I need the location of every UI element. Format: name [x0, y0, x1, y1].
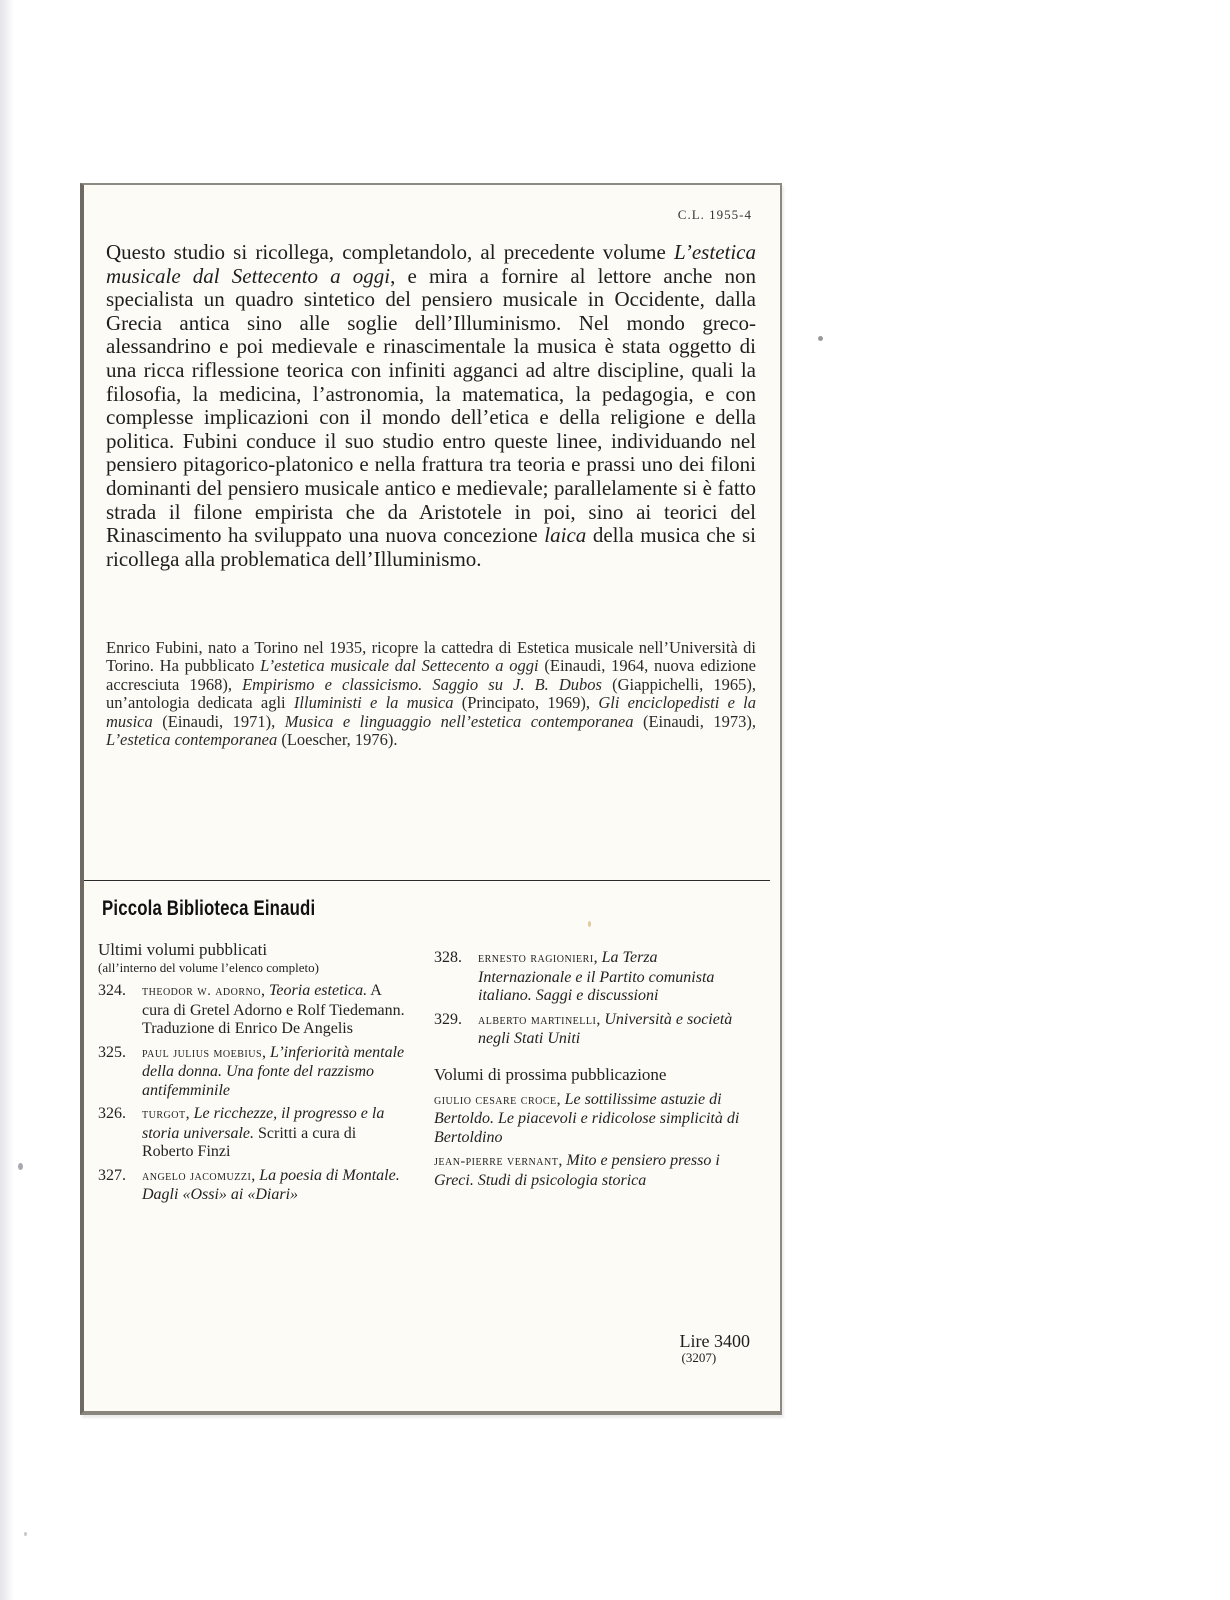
bio-book-4: Gli enciclopedisti e la musica [106, 693, 756, 731]
volume-number: 329. [434, 1010, 462, 1028]
upcoming-title: Le sottilissime astuzie di Bertoldo. Le piacevoli e ridicolose simplicità di Bertoldino [434, 1090, 740, 1146]
volume-note: A cura di Gretel Adorno e Rolf Tiedemann. Traduzione di Enrico De Angelis [142, 982, 405, 1037]
upcoming-author: giulio cesare croce [434, 1092, 557, 1108]
volume-text [142, 982, 408, 1039]
price-block [680, 1331, 750, 1365]
blurb-paragraph [106, 241, 756, 571]
scan-speck [588, 921, 591, 927]
volume-text [478, 1011, 754, 1049]
bio-book-2: Empirismo e classicismo. Saggio su J. B. Dubos [242, 674, 602, 694]
volume-title: L’inferiorità mentale della donna. Una fonte del razzismo antifemminile [142, 1043, 405, 1099]
list-item [434, 949, 754, 1006]
upcoming-separator: , [556, 1090, 565, 1108]
bio-book-3: Illuministi e la musica [293, 693, 454, 713]
volume-number: 327. [98, 1166, 126, 1184]
volume-title: Teoria estetica. [269, 982, 368, 999]
list-item [434, 1011, 754, 1049]
blurb-text-3: della musica che si ricollega alla problematica dell’Illuminismo. [106, 523, 756, 571]
volume-author: theodor w. adorno [142, 984, 261, 999]
blurb-text-1: Questo studio si ricollega, completandolo, al precedente volume [106, 240, 674, 264]
volume-title: Università e società negli Stati Uniti [478, 1010, 733, 1047]
latest-list-right [434, 949, 754, 1049]
scan-speck [18, 1163, 23, 1170]
bio-text-2: (Einaudi, 1964, nuova edizione accresciuta 1968), [106, 656, 756, 694]
blurb-text-2: , e mira a fornire al lettore anche non specialista un quadro sintetico del pensiero musicale in Occidente, dalla Grecia antica sino alle soglie dell’Illuminismo. Nel mondo greco-alessandrino e poi medievale e rinascimentale la musica è stata oggetto di una ricca riflessione teorica con infiniti agganci ad altre discipline, quali la filosofia, la medicina, l’astronomia, la matematica, la pedagogia, e con complesse implicazioni con il mondo dell’etica e della religione e della politica. Fubini conduce il suo studio entro queste linee, individuando nel pensiero pitagorico-platonico e nella frattura tra teoria e prassi uno dei filoni dominanti del pensiero musicale antico e medievale; parallelamente si è fatto strada il filone empirista che da Aristotele in poi, sino ai teorici del Rinascimento ha sviluppato una nuova concezione [106, 263, 757, 548]
volume-number: 326. [98, 1105, 126, 1122]
list-item [98, 1044, 408, 1101]
latest-list-left [98, 982, 408, 1205]
volume-separator: , [261, 982, 269, 999]
volume-title: Le ricchezze, il progresso e la storia universale. [142, 1105, 385, 1142]
section-divider [84, 880, 770, 881]
bio-text-5: (Einaudi, 1971), [152, 711, 285, 731]
upcoming-title: Mito e pensiero presso i Greci. Studi di psicologia storica [434, 1152, 720, 1189]
upcoming-heading: Volumi di prossima pubblicazione [434, 1064, 667, 1084]
list-item [98, 982, 408, 1039]
bio-text-6: (Einaudi, 1973), [633, 711, 756, 731]
upcoming-item [434, 1091, 754, 1148]
bio-text-4: (Principato, 1969), [453, 693, 599, 713]
bio-text-7: (Loescher, 1976). [277, 730, 398, 750]
blurb-laica: laica [544, 523, 587, 548]
scan-speck [24, 1532, 27, 1536]
volume-text [142, 1167, 408, 1205]
volume-number: 328. [434, 949, 462, 966]
volume-author: turgot [142, 1107, 186, 1122]
right-column [434, 949, 754, 1195]
bio-text-3: (Giappichelli, 1965), un’antologia dedicata agli [106, 674, 756, 713]
scan-speck [818, 336, 823, 341]
price-code: (3207) [681, 1350, 717, 1365]
bio-book-1: L’estetica musicale dal Settecento a oggi [260, 656, 539, 676]
volume-text [142, 1044, 408, 1101]
volume-title: La poesia di Montale. Dagli «Ossi» ai «Diari» [142, 1166, 400, 1203]
author-bio [106, 639, 756, 749]
series-title: Piccola Biblioteca Einaudi [102, 897, 316, 920]
upcoming-separator: , [558, 1152, 567, 1169]
bio-book-5: Musica e linguaggio nell’estetica contemporanea [284, 711, 634, 731]
list-item [98, 1167, 408, 1205]
volume-separator: , [262, 1043, 271, 1061]
upcoming-list [434, 1091, 754, 1191]
scan-left-shadow [0, 0, 14, 1600]
volume-separator: , [596, 1010, 605, 1028]
latest-heading: Ultimi volumi pubblicati [98, 940, 268, 959]
volume-author: ernesto ragionieri [478, 951, 594, 966]
catalog-code: C.L. 1955-4 [677, 207, 752, 222]
upcoming-author: jean-pierre vernant [434, 1154, 559, 1169]
upcoming-item [434, 1152, 754, 1190]
blurb-book-title: L’estetica musicale dal Settecento a oggi [106, 240, 756, 288]
latest-note: (all’interno del volume l’elenco completo) [98, 960, 319, 975]
volume-separator: , [593, 949, 602, 966]
bio-book-6: L’estetica contemporanea [106, 730, 278, 750]
volume-author: alberto martinelli [478, 1012, 597, 1028]
volume-author: angelo jacomuzzi [142, 1168, 252, 1184]
volume-number: 325. [98, 1043, 126, 1061]
volume-number: 324. [98, 982, 126, 999]
volume-note: Scritti a cura di Roberto Finzi [142, 1124, 357, 1160]
volume-text [142, 1105, 408, 1162]
volume-text [478, 949, 754, 1006]
volume-title: La Terza Internazionale e il Partito comunista italiano. Saggi e discussioni [478, 949, 715, 1004]
bio-text-1: Enrico Fubini, nato a Torino nel 1935, ricopre la cattedra di Estetica musicale nell’Università di Torino. Ha pubblicato [106, 638, 756, 676]
volume-separator: , [251, 1166, 260, 1184]
latest-volumes-column [98, 940, 408, 1210]
book-back-cover [80, 183, 782, 1415]
volume-separator: , [185, 1105, 194, 1122]
price-label: Lire 3400 [679, 1331, 750, 1351]
list-item [98, 1105, 408, 1162]
volume-author: paul julius moebius [142, 1045, 263, 1061]
